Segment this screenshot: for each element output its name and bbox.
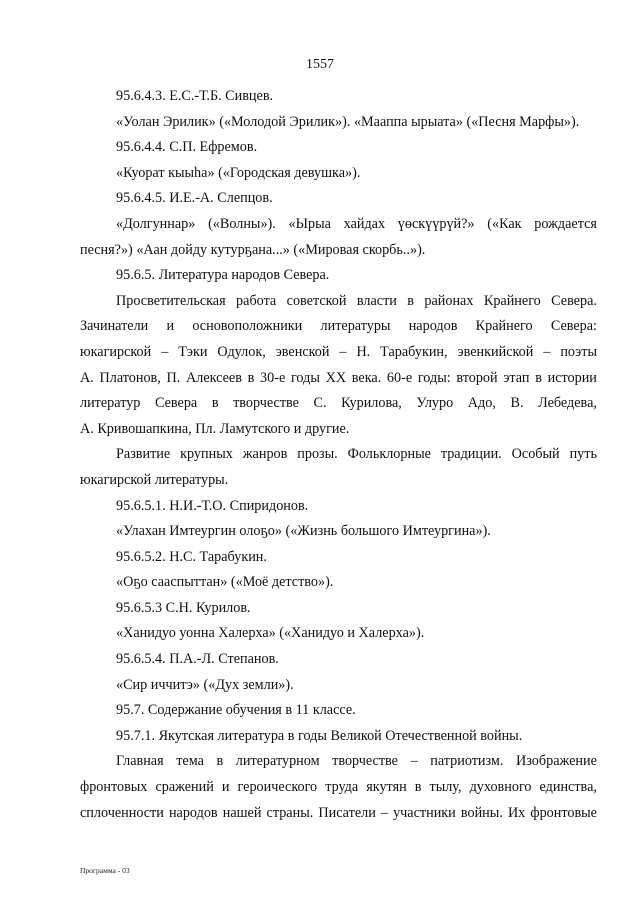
text-word: истории <box>547 369 597 386</box>
text-word: творчестве <box>332 753 398 770</box>
text-word: в <box>535 369 542 386</box>
text-word: второй <box>456 369 498 386</box>
text-line: 95.6.5.4. П.А.-Л. Степанов. <box>116 651 279 668</box>
text-word: основоположники <box>192 318 303 335</box>
text-word: труда <box>325 779 359 796</box>
text-word: – <box>410 753 418 770</box>
text-line: юкагирской литературы. <box>80 471 229 488</box>
text-word: Зачинатели <box>80 318 149 335</box>
text-word: 30-е <box>260 369 286 386</box>
text-word: юкагирской <box>80 343 152 360</box>
text-word: сражений <box>155 779 214 796</box>
text-word: Особый <box>511 446 560 463</box>
text-word: Севера. <box>551 292 597 309</box>
text-line <box>80 314 597 340</box>
text-word: Алексеев <box>186 369 242 386</box>
text-line <box>80 749 597 775</box>
text-word: путь <box>569 446 597 463</box>
text-word: нашей <box>222 804 262 821</box>
text-line <box>80 212 597 238</box>
text-word: власти <box>356 292 397 309</box>
text-word: и <box>221 779 230 796</box>
text-word: Улуро <box>416 395 454 412</box>
text-word: Тэки <box>178 343 208 360</box>
text-word: литературном <box>235 753 320 770</box>
text-line: 95.6.4.3. Е.С.-Т.Б. Сивцев. <box>116 88 274 104</box>
text-word: этап <box>503 369 530 386</box>
text-word: в <box>414 779 422 796</box>
text-word: А. <box>80 369 94 386</box>
text-word: Главная <box>116 753 164 770</box>
text-word: «Долгуннар» <box>116 215 196 232</box>
text-word: годы <box>290 369 320 386</box>
text-word: жанров <box>242 446 288 463</box>
text-word: Курилова, <box>341 395 402 412</box>
text-word: советской <box>286 292 347 309</box>
text-word: в <box>216 753 224 770</box>
text-word: тылу, <box>429 779 462 796</box>
document-body <box>80 84 597 826</box>
text-word: – <box>339 343 347 360</box>
text-line <box>80 391 597 417</box>
text-word: Адо, <box>467 395 496 412</box>
text-line: «Оҕо сааспыттан» («Моё детство»). <box>116 574 334 591</box>
text-word: эвенской <box>275 343 330 360</box>
text-line: 95.6.5.1. Н.И.-Т.О. Спиридонов. <box>116 497 309 514</box>
page-footer: Программа - 03 <box>80 866 130 875</box>
text-line <box>80 340 597 366</box>
text-line: 95.6.5.2. Н.С. Тарабукин. <box>116 548 267 565</box>
text-word: якутян <box>366 779 407 796</box>
text-word: («Волны»). <box>208 215 276 232</box>
text-word: үөскүүрүй?» <box>397 215 475 232</box>
text-word: Лебедева, <box>538 395 597 412</box>
text-line: песня?») «Аан дойду кутурҕана...» («Мировая скорбь..»). <box>80 241 426 258</box>
text-word: в <box>211 395 219 412</box>
text-word: прозы. <box>297 446 338 463</box>
text-line: «Сир иччитэ» («Дух земли»). <box>116 676 294 693</box>
text-line: А. Кривошапкина, Пл. Ламутского и другие. <box>80 420 350 437</box>
text-word: Н. <box>356 343 371 360</box>
text-word: – <box>543 343 551 360</box>
text-line: «Улахан Имтеургин олоҕо» («Жизнь большого Имтеургина»). <box>116 523 491 540</box>
text-word: сплоченности <box>80 804 164 821</box>
text-word: («Как <box>487 215 522 232</box>
text-line: 95.6.5.3 С.Н. Курилов. <box>116 599 251 616</box>
text-word: В. <box>510 395 524 412</box>
text-word: Развитие <box>116 446 171 463</box>
text-line <box>80 801 597 827</box>
text-word: Тарабукин, <box>380 343 448 360</box>
text-line <box>80 442 597 468</box>
text-word: – <box>161 343 169 360</box>
text-word: Просветительская <box>116 292 226 309</box>
text-word: Изображение <box>516 753 597 770</box>
text-line: «Уолан Эрилик» («Молодой Эрилик»). «Мааппа ырыата» («Песня Марфы»). <box>116 113 580 130</box>
text-word: творчестве <box>233 395 299 412</box>
text-word: рождается <box>534 215 597 232</box>
text-word: Одулок, <box>217 343 266 360</box>
text-word: духовного <box>469 779 532 796</box>
text-line: 95.7. Содержание обучения в 11 классе. <box>116 702 356 719</box>
text-word: – <box>380 804 388 821</box>
text-word: Севера: <box>550 318 597 335</box>
text-word: поэты <box>560 343 597 360</box>
text-word: и <box>166 318 175 335</box>
text-word: в <box>407 292 414 309</box>
text-word: крупных <box>180 446 233 463</box>
text-word: традиции. <box>440 446 502 463</box>
text-word: фронтовых <box>80 779 148 796</box>
text-word: С. <box>313 395 327 412</box>
text-word: XX <box>325 369 347 386</box>
text-word: 60-е <box>386 369 413 386</box>
text-word: районах <box>424 292 474 309</box>
text-line: «Ханидуо уонна Халерха» («Ханидуо и Халерха»). <box>116 625 425 642</box>
text-word: Платонов, <box>99 369 161 386</box>
text-word: в <box>247 369 255 386</box>
text-line <box>80 775 597 801</box>
text-word: Севера <box>154 395 198 412</box>
text-word: литератур <box>80 395 141 412</box>
text-word: единства, <box>539 779 597 796</box>
text-word: войны. <box>460 804 503 821</box>
text-word: Писатели <box>318 804 376 821</box>
text-line: «Куорат кыыһа» («Городская девушка»). <box>116 164 361 181</box>
text-line <box>80 289 597 315</box>
text-word: народов <box>168 804 218 821</box>
text-word: П. <box>166 369 181 386</box>
text-word: героического <box>237 779 318 796</box>
text-line: 95.6.5. Литература народов Севера. <box>116 267 330 284</box>
text-word: годы: <box>417 369 451 386</box>
text-word: Крайнего <box>483 292 541 309</box>
text-word: Фольклорные <box>347 446 431 463</box>
text-word: тема <box>176 753 204 770</box>
text-word: участники <box>393 804 456 821</box>
text-word: «Ырыа <box>288 215 331 232</box>
text-word: хайдах <box>343 215 386 232</box>
text-word: фронтовые <box>530 804 597 821</box>
page-number: 1557 <box>306 57 334 72</box>
text-word: работа <box>236 292 277 309</box>
text-word: века. <box>351 369 382 386</box>
text-word: народов <box>408 318 458 335</box>
text-word: патриотизм. <box>430 753 504 770</box>
text-word: литературы <box>320 318 391 335</box>
text-word: Крайнего <box>475 318 533 335</box>
text-line <box>80 366 597 392</box>
text-line: 95.6.4.5. И.Е.-А. Слепцов. <box>116 190 273 207</box>
text-line: 95.7.1. Якутская литература в годы Великой Отечественной войны. <box>116 727 523 744</box>
text-word: страны. <box>266 804 314 821</box>
text-word: Их <box>507 804 526 821</box>
text-word: эвенкийской <box>457 343 534 360</box>
text-line: 95.6.4.4. С.П. Ефремов. <box>116 139 258 156</box>
